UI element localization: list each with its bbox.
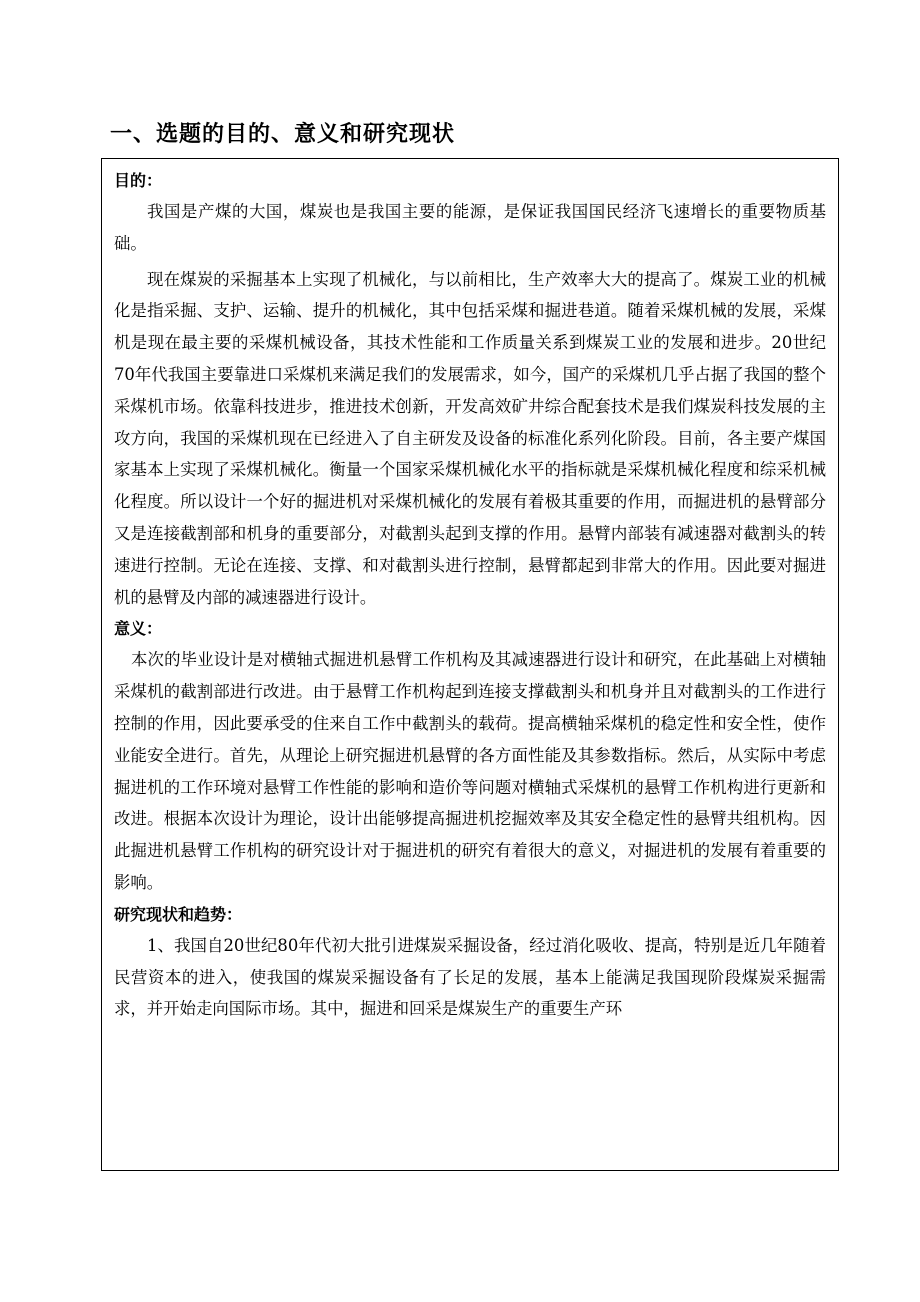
significance-paragraph: 本次的毕业设计是对横轴式掘进机悬臂工作机构及其减速器进行设计和研究，在此基础上对横轴采煤机的截割部进行改进。由于悬臂工作机构起到连接支撑截割头和机身并且对截割头的工作进行控制的作用，因此要承受的住来自工作中截割头的载荷。提高横轴采煤机的稳定性和安全性，使作业能安全进行。首先，从理论上研究掘进机悬臂的各方面性能及其参数指标。然后，从实际中考虑掘进机的工作环境对悬臂工作性能的影响和造价等问题对横轴式采煤机的悬臂工作机构进行更新和改进。根据本次设计为理论，设计出能够提高掘进机挖掘效率及其安全稳定性的悬臂共组机构。因此掘进机悬臂工作机构的研究设计对于掘进机的研究有着很大的意义，对掘进机的发展有着重要的影响。 [114, 650, 826, 892]
significance-label: 意义： [114, 619, 163, 639]
page-heading: 一、选题的目的、意义和研究现状 [110, 122, 456, 147]
content-box [101, 158, 839, 1171]
purpose-label: 目的： [114, 171, 163, 190]
purpose-paragraph-1: 我国是产煤的大国，煤炭也是我国主要的能源，是保证我国国民经济飞速增长的重要物质基础。 [114, 202, 826, 253]
purpose-paragraph-2: 现在煤炭的采掘基本上实现了机械化，与以前相比，生产效率大大的提高了。煤炭工业的机械化是指采掘、支护、运输、提升的机械化，其中包括采煤和掘进巷道。随着采煤机械的发展，采煤机是现在最主要的采煤机械设备，其技术性能和工作质量关系到煤炭工业的发展和进步。20世纪70年代我国主要靠进口采煤机来满足我们的发展需求，如今，国产的采煤机几乎占据了我国的整个采煤机市场。依靠科技进步，推进技术创新，开发高效矿井综合配套技术是我们煤炭科技发展的主攻方向，我国的采煤机现在已经进入了自主研发及设备的标准化系列化阶段。目前，各主要产煤国家基本上实现了采煤机械化。衡量一个国家采煤机械化水平的指标就是采煤机械化程度和综采机械化程度。所以设计一个好的掘进机对采煤机械化的发展有着极其重要的作用，而掘进机的悬臂部分又是连接截割部和机身的重要部分，对截割头起到支撑的作用。悬臂内部装有减速器对截割头的转速进行控制。无论在连接、支撑、和对截割头进行控制，悬臂都起到非常大的作用。因此要对掘进机的悬臂及内部的减速器进行设计。 [114, 269, 826, 607]
status-label: 研究现状和趋势： [114, 904, 243, 924]
status-paragraph-1: 1、我国自20世纪80年代初大批引进煤炭采掘设备，经过消化吸收、提高，特别是近几年随着民营资本的进入，使我国的煤炭采掘设备有了长足的发展，基本上能满足我国现阶段煤炭采掘需求，并开始走向国际市场。其中，掘进和回采是煤炭生产的重要生产环 [114, 935, 826, 1019]
